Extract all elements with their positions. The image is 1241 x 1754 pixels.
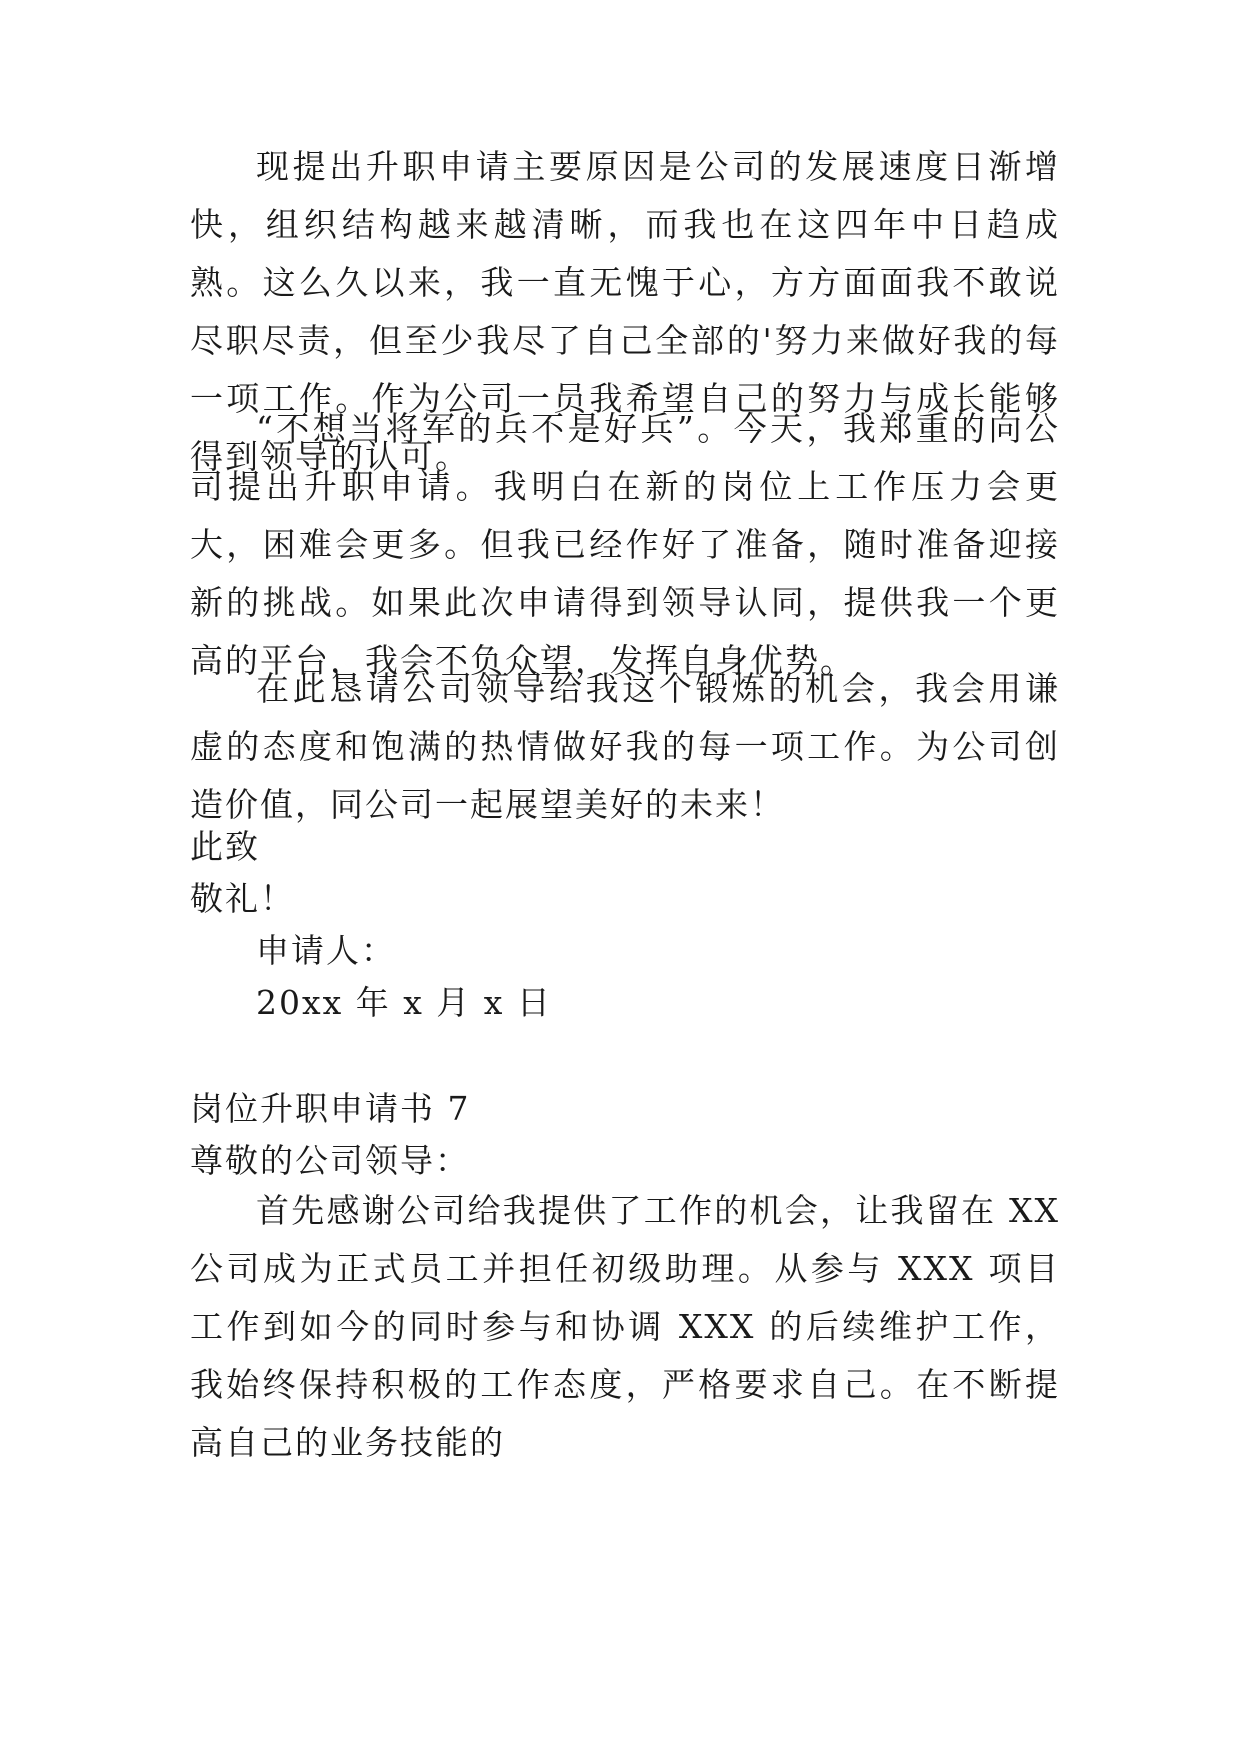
body-paragraph-commitment: “不想当将军的兵不是好兵”。今天，我郑重的向公司提出升职申请。我明白在新的岗位上工作压力会更大，困难会更多。但我已经作好了准备，随时准备迎接新的挑战。如果此次申请得到领导认同，提供我一个更高的平台，我会不负众望，发挥自身优势。 xyxy=(190,409,1060,680)
body-paragraph-reason: 现提出升职申请主要原因是公司的发展速度日渐增快，组织结构越来越清晰，而我也在这四年中日趋成熟。这么久以来，我一直无愧于心，方方面面我不敢说尽职尽责，但至少我尽了自己全部的'努力来做好我的每一项工作。作为公司一员我希望自己的努力与成长能够得到领导的认可。 xyxy=(190,147,1060,476)
application-date: 20xx 年 x 月 x 日 xyxy=(256,983,552,1022)
closing-regards: 敬礼！ xyxy=(190,879,295,918)
closing-salutation: 此致 xyxy=(190,827,260,866)
letter-title: 岗位升职申请书 7 xyxy=(190,1089,471,1128)
body-paragraph-request: 在此恳请公司领导给我这个锻炼的机会，我会用谦虚的态度和饱满的热情做好我的每一项工作。为公司创造价值，同公司一起展望美好的未来！ xyxy=(190,669,1060,824)
applicant-label: 申请人： xyxy=(256,931,396,970)
letter-greeting: 尊敬的公司领导： xyxy=(190,1141,470,1180)
body-paragraph-gratitude: 首先感谢公司给我提供了工作的机会，让我留在 XX 公司成为正式员工并担任初级助理。从参与 XXX 项目工作到如今的同时参与和协调 XXX 的后续维护工作，我始终保持积极的工作态度，严格要求自己。在不断提高自己的业务技能的 xyxy=(190,1191,1060,1462)
